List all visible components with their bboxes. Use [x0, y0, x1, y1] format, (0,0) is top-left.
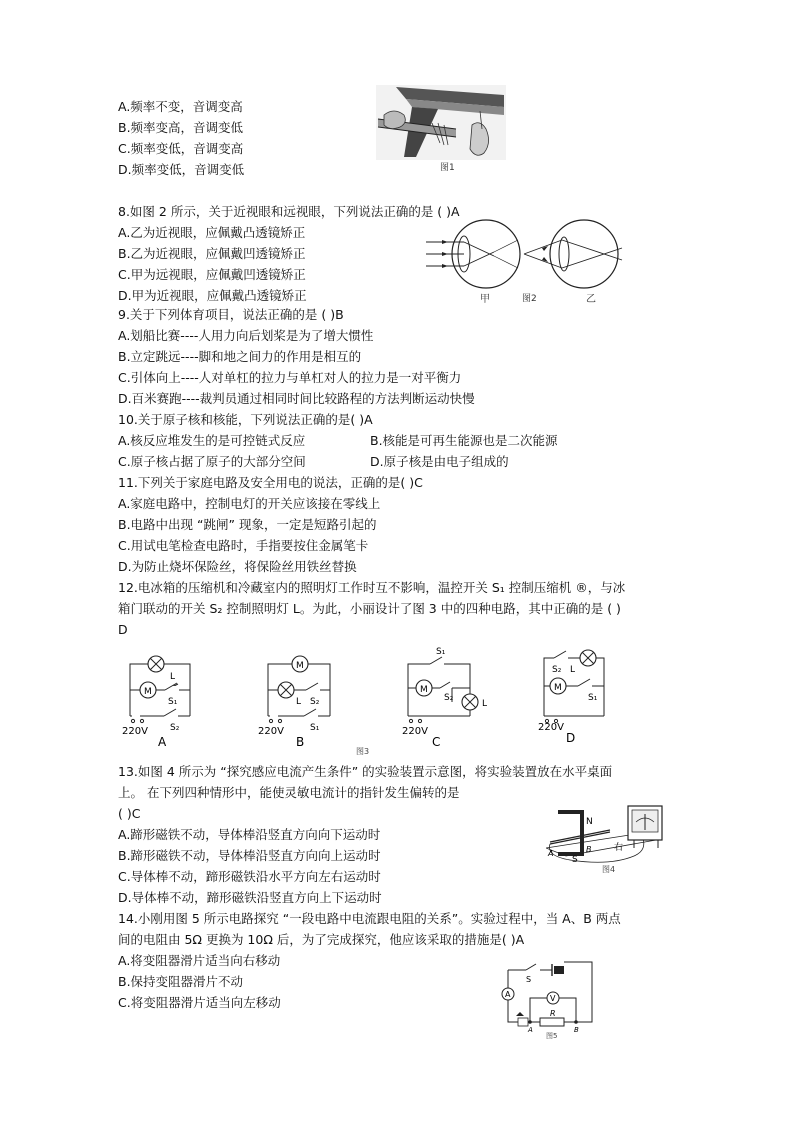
q10-option-c: C.原子核占据了原子的大部分空间: [118, 454, 306, 469]
figure-5-resistor-label: R: [550, 1009, 556, 1018]
svg-text:M: M: [554, 683, 562, 693]
circuit-c-s1-label: S₁: [436, 647, 446, 657]
circuit-b: [258, 656, 330, 749]
circuit-a-s1-label: S₁: [168, 697, 178, 707]
figure-2-caption: 图2: [522, 294, 537, 304]
q14-stem-line-2: 间的电阻由 5Ω 更换为 10Ω 后，为了完成探究，他应该采取的措施是( )A: [118, 932, 525, 947]
svg-text:M: M: [420, 685, 428, 695]
q11-option-d: D.为防止烧坏保险丝，将保险丝用铁丝替换: [118, 559, 357, 574]
q8-option-a: A.乙为近视眼，应佩戴凸透镜矫正: [118, 225, 306, 240]
svg-text:M: M: [296, 661, 304, 671]
circuit-d-lamp-label: L: [570, 665, 576, 675]
figure-5-voltmeter-label: V: [550, 994, 556, 1003]
q8-option-d: D.甲为近视眼，应佩戴凸透镜矫正: [118, 288, 307, 303]
q10-option-a: A.核反应堆发生的是可控链式反应: [118, 433, 306, 448]
q12-stem-line-2: 箱门联动的开关 S₂ 控制照明灯 L。为此，小丽设计了图 3 中的四种电路，其中正确的是 ( ): [118, 601, 621, 616]
figure-5-point-b: B: [574, 1026, 579, 1034]
q10-option-d: D.原子核是由电子组成的: [370, 454, 509, 469]
q7-option-d: D.频率变低，音调变低: [118, 162, 245, 177]
circuit-b-label: B: [296, 735, 305, 749]
circuit-a: [122, 656, 190, 749]
figure-5-switch-label: S: [526, 975, 532, 984]
figure-2-eye-diagrams: [424, 212, 624, 311]
figure-5-ammeter-label: A: [505, 990, 511, 999]
q9-option-a: A.划船比赛----人用力向后划桨是为了增大惯性: [118, 328, 374, 343]
q11-option-a: A.家庭电路中，控制电灯的开关应该接在零线上: [118, 496, 381, 511]
q8-option-b: B.乙为近视眼，应佩戴凹透镜矫正: [118, 246, 306, 261]
q13-stem-line-1: 13.如图 4 所示为 “探究感应电流产生条件” 的实验装置示意图，将实验装置放在水平桌面: [118, 764, 613, 779]
figure-4-label-s: S: [572, 855, 578, 865]
q9-option-d: D.百米赛跑----裁判员通过相同时间比较路程的方法判断运动快慢: [118, 391, 475, 406]
q9-option-c: C.引体向上----人对单杠的拉力与单杠对人的拉力是一对平衡力: [118, 370, 462, 385]
circuit-c-lamp-label: L: [482, 699, 488, 709]
q13-option-d: D.导体棒不动，蹄形磁铁沿竖直方向上下运动时: [118, 890, 382, 905]
figure-4-label-a: A: [548, 849, 554, 858]
figure-1-caption: 图1: [440, 163, 455, 173]
q14-option-a: A.将变阻器滑片适当向右移动: [118, 953, 281, 968]
q11-option-b: B.电路中出现 “跳闸” 现象，一定是短路引起的: [118, 517, 377, 532]
figure-4-caption: 图4: [602, 865, 616, 874]
figure-4-label-b: B: [586, 845, 592, 854]
q14-option-b: B.保持变阻器滑片不动: [118, 974, 244, 989]
figure-4-induction-apparatus: [546, 804, 676, 880]
q7-option-b: B.频率变高，音调变低: [118, 120, 244, 135]
q7-option-a: A.频率不变，音调变高: [118, 99, 243, 114]
q11-stem: 11.下列关于家庭电路及安全用电的说法，正确的是( )C: [118, 475, 423, 490]
circuit-c-voltage: 220V: [402, 726, 428, 737]
figure-5-point-a: A: [528, 1026, 533, 1034]
circuit-c-label: C: [432, 735, 441, 749]
figure-1-ruler-photo: [376, 85, 506, 177]
q11-option-c: C.用试电笔检查电路时，手指要按住金属笔卡: [118, 538, 369, 553]
figure-3-caption: 图3: [356, 747, 370, 756]
circuit-c-s2-label: S₂: [444, 693, 454, 703]
circuit-a-s2-label: S₂: [170, 723, 180, 733]
q9-option-b: B.立定跳远----脚和地之间力的作用是相互的: [118, 349, 362, 364]
figure-4-label-right: 右: [614, 843, 624, 853]
q9-stem: 9.关于下列体育项目，说法正确的是 ( )B: [118, 307, 344, 322]
circuit-b-voltage: 220V: [258, 726, 284, 737]
circuit-a-lamp-label: L: [170, 672, 176, 682]
figure-5-circuit: [496, 954, 606, 1044]
figure-5-caption: 图5: [546, 1032, 558, 1040]
q14-option-c: C.将变阻器滑片适当向左移动: [118, 995, 281, 1010]
q13-option-b: B.蹄形磁铁不动，导体棒沿竖直方向向上运动时: [118, 848, 381, 863]
q14-stem-line-1: 14.小刚用图 5 所示电路探究 “一段电路中电流跟电阻的关系”。实验过程中，当 A、B 两点: [118, 911, 621, 926]
q7-option-c: C.频率变低，音调变高: [118, 141, 244, 156]
q12-answer: D: [118, 622, 128, 637]
q13-stem-line-2: 上。 在下列四种情形中，能使灵敏电流计的指针发生偏转的是: [118, 785, 460, 800]
circuit-b-s2-label: S₂: [310, 697, 320, 707]
q13-option-c: C.导体棒不动，蹄形磁铁沿水平方向左右运动时: [118, 869, 381, 884]
q12-stem-line-1: 12.电冰箱的压缩机和冷藏室内的照明灯工作时互不影响，温控开关 S₁ 控制压缩机 ®，与冰: [118, 580, 626, 595]
circuit-c: [402, 647, 487, 749]
q13-answer: ( )C: [118, 806, 141, 821]
circuit-d: [538, 650, 604, 745]
circuit-d-voltage: 220V: [538, 722, 564, 733]
q8-option-c: C.甲为远视眼，应佩戴凹透镜矫正: [118, 267, 306, 282]
q8-stem: 8.如图 2 所示，关于近视眼和远视眼，下列说法正确的是 ( )A: [118, 204, 460, 219]
figure-3-circuits: [118, 642, 628, 761]
circuit-b-lamp-label: L: [296, 697, 302, 707]
circuit-a-voltage: 220V: [122, 726, 148, 737]
figure-2-label-jia: 甲: [480, 294, 490, 305]
figure-4-label-n: N: [586, 817, 593, 827]
circuit-d-label: D: [566, 731, 576, 745]
circuit-d-s1-label: S₁: [588, 693, 598, 703]
circuit-a-label: A: [158, 735, 167, 749]
q10-option-b: B.核能是可再生能源也是二次能源: [370, 433, 558, 448]
circuit-b-s1-label: S₁: [310, 723, 320, 733]
svg-text:M: M: [144, 687, 152, 697]
figure-2-label-yi: 乙: [586, 294, 596, 305]
circuit-d-s2-label: S₂: [552, 665, 562, 675]
q10-stem: 10.关于原子核和核能，下列说法正确的是( )A: [118, 412, 373, 427]
q13-option-a: A.蹄形磁铁不动，导体棒沿竖直方向向下运动时: [118, 827, 381, 842]
